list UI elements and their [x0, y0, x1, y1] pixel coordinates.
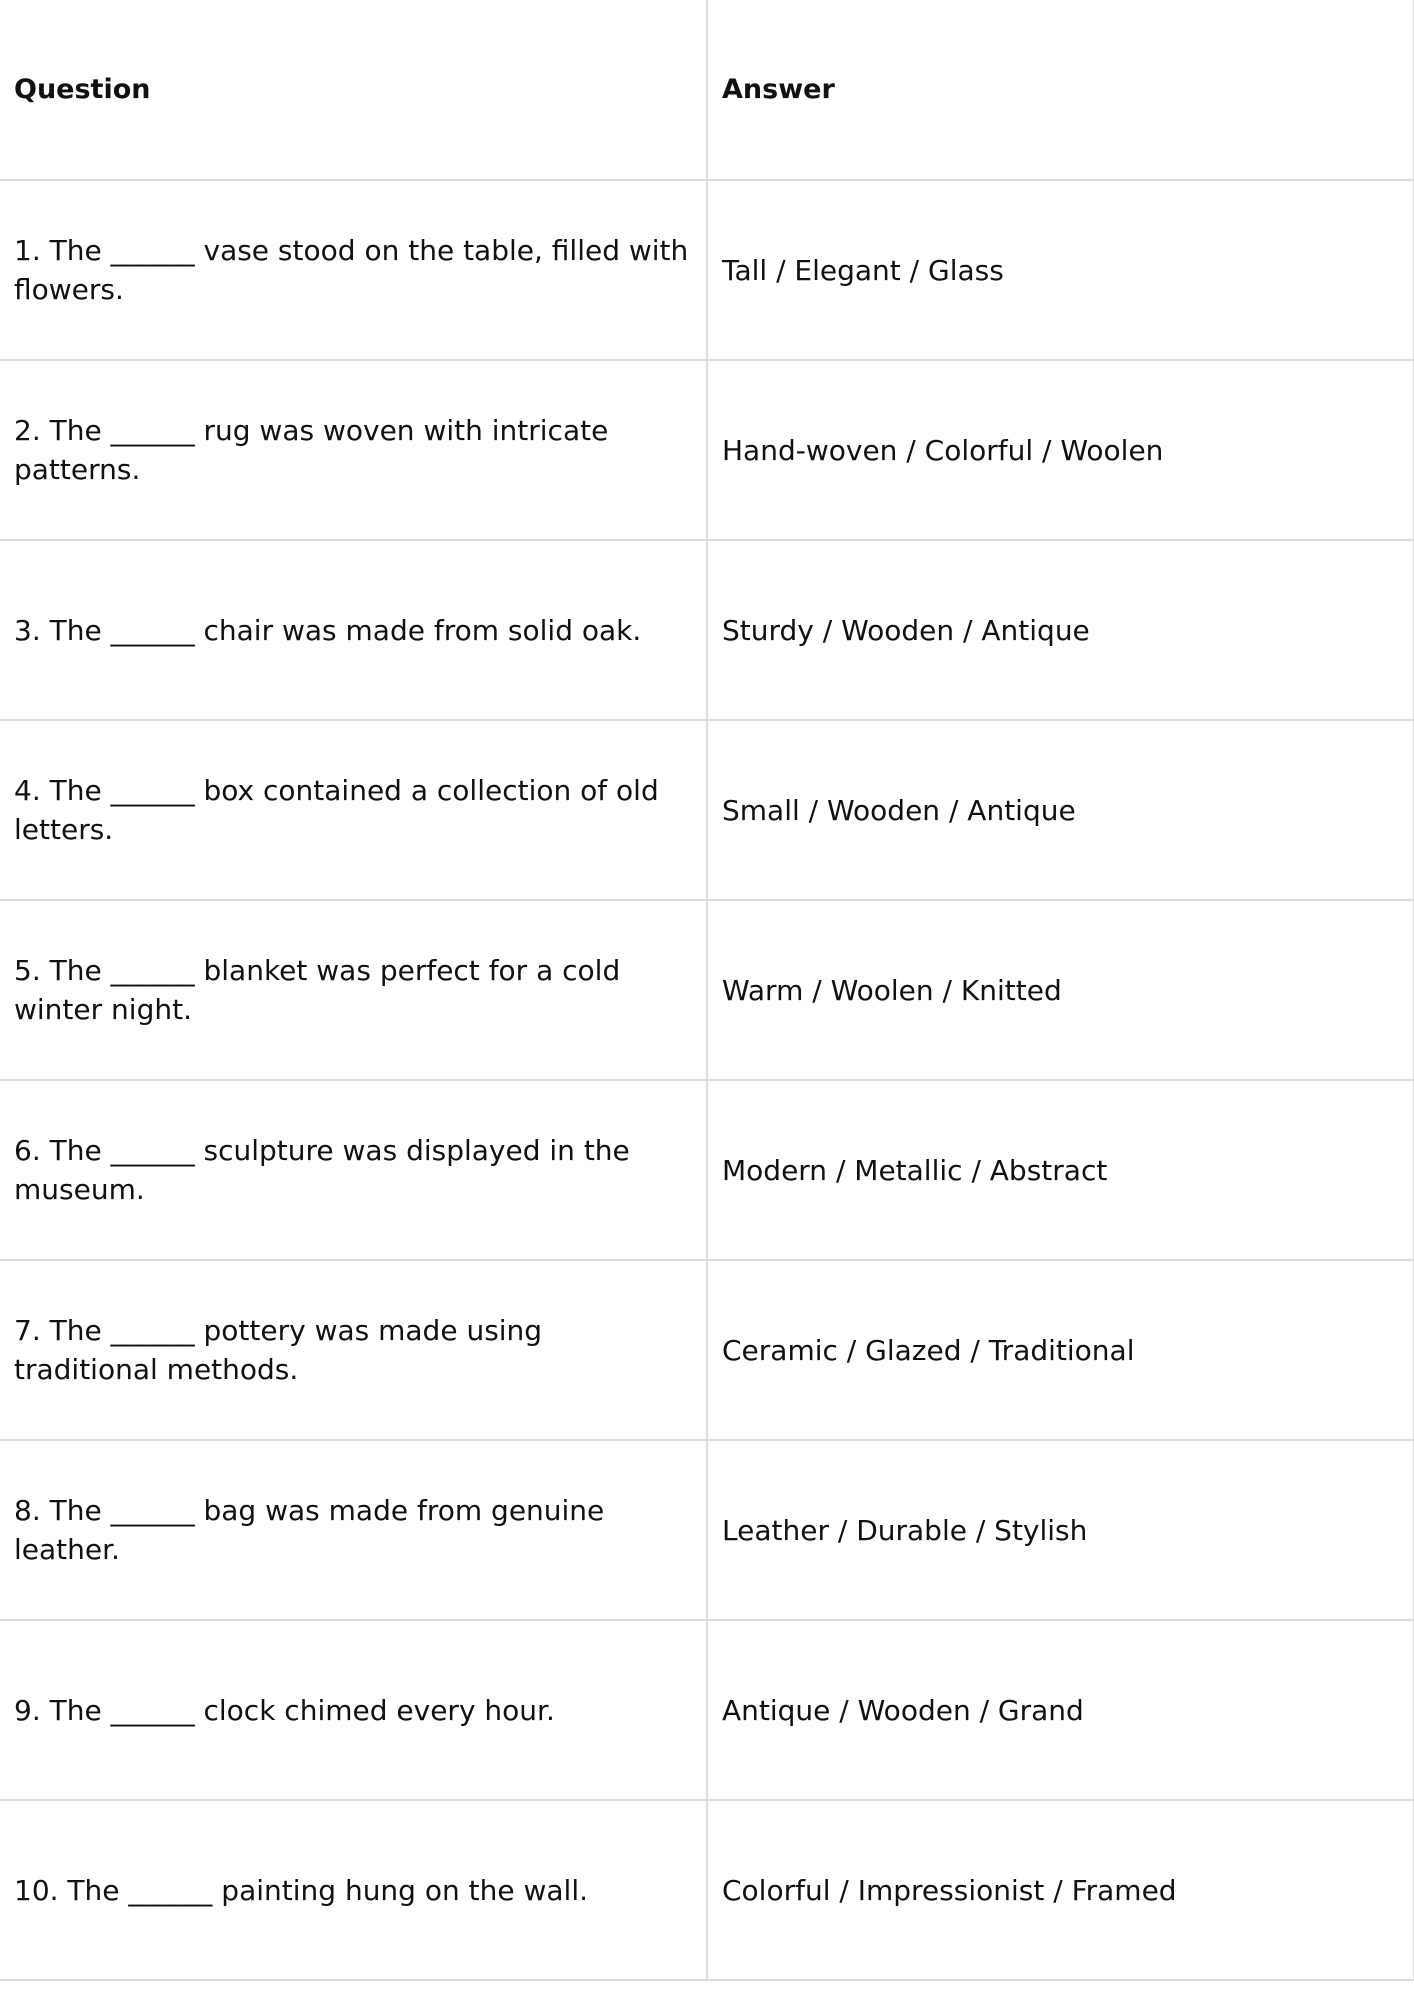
question-column-header: Question	[0, 0, 707, 180]
question-cell: 10. The ______ painting hung on the wall.	[0, 1800, 707, 1980]
answer-cell: Small / Wooden / Antique	[707, 720, 1414, 900]
table-row	[0, 1620, 1414, 1800]
table-row	[0, 720, 1414, 900]
question-cell: 8. The ______ bag was made from genuine leather.	[0, 1440, 707, 1620]
table-header-row	[0, 0, 1414, 180]
answer-cell: Leather / Durable / Stylish	[707, 1440, 1414, 1620]
answer-cell: Warm / Woolen / Knitted	[707, 900, 1414, 1080]
table-row	[0, 1260, 1414, 1440]
answer-cell: Sturdy / Wooden / Antique	[707, 540, 1414, 720]
question-cell: 4. The ______ box contained a collection of old letters.	[0, 720, 707, 900]
table-row	[0, 360, 1414, 540]
question-cell: 6. The ______ sculpture was displayed in the museum.	[0, 1080, 707, 1260]
answer-cell: Antique / Wooden / Grand	[707, 1620, 1414, 1800]
table-row	[0, 540, 1414, 720]
table-row	[0, 900, 1414, 1080]
answer-column-header: Answer	[707, 0, 1414, 180]
question-cell: 9. The ______ clock chimed every hour.	[0, 1620, 707, 1800]
question-cell: 7. The ______ pottery was made using traditional methods.	[0, 1260, 707, 1440]
question-cell: 2. The ______ rug was woven with intricate patterns.	[0, 360, 707, 540]
question-cell: 1. The ______ vase stood on the table, filled with flowers.	[0, 180, 707, 360]
answer-cell: Modern / Metallic / Abstract	[707, 1080, 1414, 1260]
table-row	[0, 180, 1414, 360]
answer-cell: Colorful / Impressionist / Framed	[707, 1800, 1414, 1980]
question-cell: 3. The ______ chair was made from solid oak.	[0, 540, 707, 720]
answer-cell: Tall / Elegant / Glass	[707, 180, 1414, 360]
question-cell: 5. The ______ blanket was perfect for a cold winter night.	[0, 900, 707, 1080]
answer-cell: Hand-woven / Colorful / Woolen	[707, 360, 1414, 540]
answer-cell: Ceramic / Glazed / Traditional	[707, 1260, 1414, 1440]
table-row	[0, 1800, 1414, 1980]
table-row	[0, 1080, 1414, 1260]
table-row	[0, 1440, 1414, 1620]
